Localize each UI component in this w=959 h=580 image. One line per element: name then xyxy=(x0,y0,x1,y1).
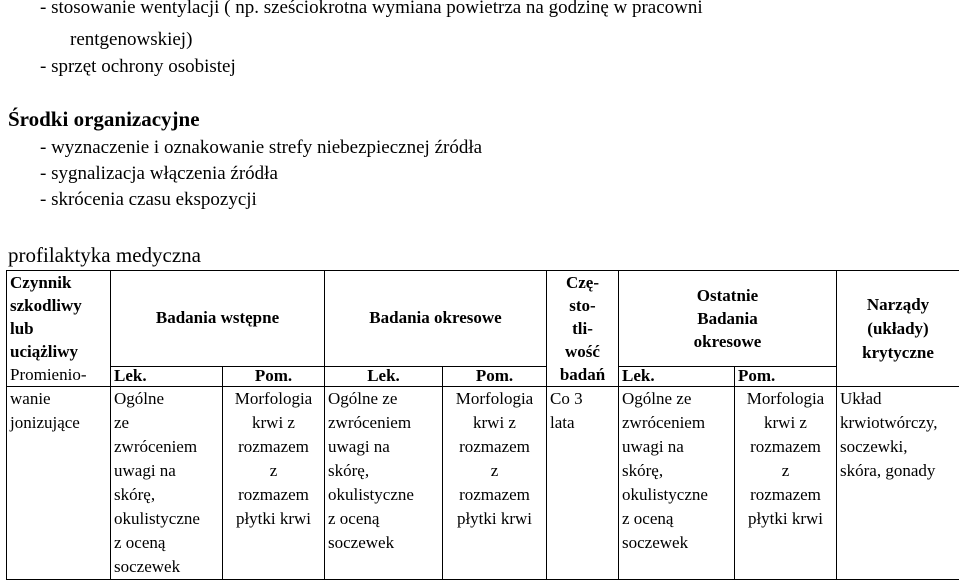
bullet-protective-equipment: - sprzęt ochrony osobistej xyxy=(40,55,236,79)
org-item-2: - sygnalizacja włączenia źródła xyxy=(40,162,278,186)
cell-initial-pom: Morfologia krwi z rozmazem z rozmazem płytki krwi xyxy=(223,387,325,580)
org-item-3: - skrócenia czasu ekspozycji xyxy=(40,188,257,212)
bullet-ventilation-cont: rentgenowskiej) xyxy=(70,28,192,52)
cell-periodic-pom: Morfologia krwi z rozmazem z rozmazem płytki krwi xyxy=(443,387,547,580)
header-final-lek: Lek. xyxy=(619,366,735,386)
header-periodic-lek: Lek. xyxy=(325,366,443,386)
header-periodic-exams: Badania okresowe xyxy=(325,271,547,367)
header-initial-pom: Pom. xyxy=(223,366,325,386)
cell-frequency: Co 3 lata xyxy=(547,387,619,580)
medical-prophylaxis-title: profilaktyka medyczna xyxy=(8,243,201,267)
org-measures-heading: Środki organizacyjne xyxy=(8,107,200,131)
header-critical-organs: Narządy (układy) krytyczne xyxy=(837,271,959,387)
header-initial-lek: Lek. xyxy=(111,366,223,386)
row-factor-ionizing-radiation: Promienio- wanie jonizujące xyxy=(7,363,111,556)
header-factor: Czynnik szkodliwy lub uciążliwy xyxy=(7,271,111,387)
cell-periodic-lek: Ogólne ze zwróceniem uwagi na skórę, okulistyczne z oceną soczewek xyxy=(325,387,443,580)
header-final-pom: Pom. xyxy=(735,366,837,386)
bullet-ventilation: - stosowanie wentylacji ( np. sześciokrotna wymiana powietrza na godzinę w pracowni xyxy=(40,0,703,20)
org-item-1: - wyznaczenie i oznakowanie strefy niebezpiecznej źródła xyxy=(40,136,482,160)
medical-table xyxy=(6,270,959,580)
header-final-exams: Ostatnie Badania okresowe xyxy=(619,271,837,367)
cell-initial-lek: Ogólne ze zwróceniem uwagi na skórę, okulistyczne z oceną soczewek xyxy=(111,387,223,580)
header-initial-exams: Badania wstępne xyxy=(111,271,325,367)
header-periodic-pom: Pom. xyxy=(443,366,547,386)
cell-final-pom: Morfologia krwi z rozmazem z rozmazem płytki krwi xyxy=(735,387,837,580)
cell-critical-organs: Układ krwiotwórczy, soczewki, skóra, gonady xyxy=(837,387,959,580)
cell-final-lek: Ogólne ze zwróceniem uwagi na skórę, okulistyczne z oceną soczewek xyxy=(619,387,735,580)
header-frequency: Czę- sto- tli- wość badań xyxy=(547,271,619,387)
